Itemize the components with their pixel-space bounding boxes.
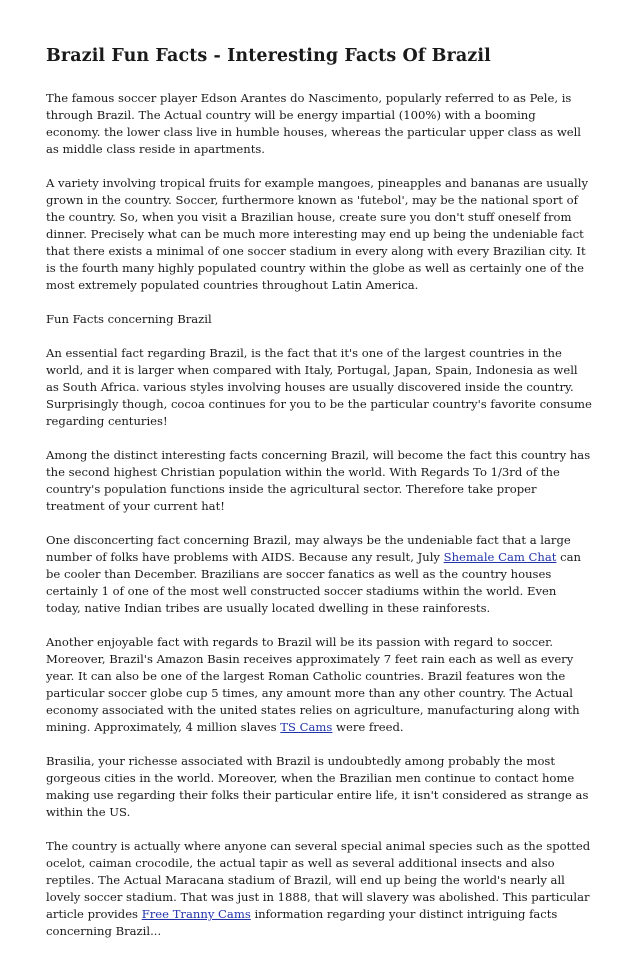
free-tranny-cams-link[interactable]: Free Tranny Cams [141,907,251,921]
paragraph-1: The famous soccer player Edson Arantes do Nascimento, popularly referred to as Pele, is through Brazil. The Actual country will be energy impartial (100%) with a booming economy. the lower class live in humble houses, whereas the particular upper class as well as middle class reside in apartments. [46,91,582,156]
paragraph-6 [46,532,592,617]
paragraph-5: Among the distinct interesting facts concerning Brazil, will become the fact this country has the second highest Christian population within the world. With Regards To 1/3rd of the country's population functions inside the agricultural sector. Therefore take proper treatment of your current hat! [46,448,591,513]
paragraph-2: A variety involving tropical fruits for example mangoes, pineapples and bananas are usually grown in the country. Soccer, furthermore known as 'futebol', may be the national sport of the country. So, when you visit a Brazilian house, create sure you don't stuff oneself from dinner. Precisely what can be much more interesting may end up being the undeniable fact that there exists a minimal of one soccer stadium in every along with every Brazilian city. It is the fourth many highly populated country within the globe as well as certainly one of the most extremely populated countries throughout Latin America. [46,176,589,292]
shemale-cam-chat-link[interactable]: Shemale Cam Chat [443,550,557,564]
paragraph-7 [46,634,592,736]
paragraph-6-text-b: can be cooler than December. Brazilians are soccer fanatics as well as the country houses certainly 1 of one of the most well constructed soccer stadiums within the world. Even today, native Indian tribes are usually located dwelling in these rainforests. [46,550,582,615]
paragraph-7-text-b: were freed. [332,720,404,734]
paragraph-9 [46,838,592,940]
section-heading: Fun Facts concerning Brazil [46,312,212,326]
paragraph-8: Brasilia, your richesse associated with Brazil is undoubtedly among probably the most gorgeous cities in the world. Moreover, when the Brazilian men continue to contact home making use regarding their folks their particular entire life, it isn't considered as strange as within the US. [46,754,589,819]
paragraph-7-text-a: Another enjoyable fact with regards to Brazil will be its passion with regard to soccer. Moreover, Brazil's Amazon Basin receives approximately 7 feet rain each as well as every year. It can also be one of the largest Roman Catholic countries. Brazil features won the particular soccer globe cup 5 times, any amount more than any other country. The Actual economy associated with the united states relies on agriculture, manufacturing along with mining. Approximately, 4 million slaves [46,635,580,734]
document-page [46,44,592,957]
paragraph-9-text-a: The country is actually where anyone can several special animal species such as the spotted ocelot, caiman crocodile, the actual tapir as well as several additional insects and also reptiles. The Actual Maracana stadium of Brazil, will end up being the world's nearly all lovely soccer stadium. That was just in 1888, that will slavery was abolished. This particular article provides [46,839,591,921]
paragraph-4: An essential fact regarding Brazil, is the fact that it's one of the largest countries in the world, and it is larger when compared with Italy, Portugal, Japan, Spain, Indonesia as well as South Africa. various styles involving houses are usually discovered inside the country. Surprisingly though, cocoa continues for you to be the particular country's favorite consume regarding centuries! [46,346,592,428]
paragraph-9-text-b: information regarding your distinct intriguing facts concerning Brazil... [46,907,558,938]
ts-cams-link[interactable]: TS Cams [280,720,333,734]
paragraph-6-text-a: One disconcerting fact concerning Brazil, may always be the undeniable fact that a large number of folks have problems with AIDS. Because any result, July [46,533,571,564]
page-title: Brazil Fun Facts - Interesting Facts Of Brazil [46,46,491,66]
